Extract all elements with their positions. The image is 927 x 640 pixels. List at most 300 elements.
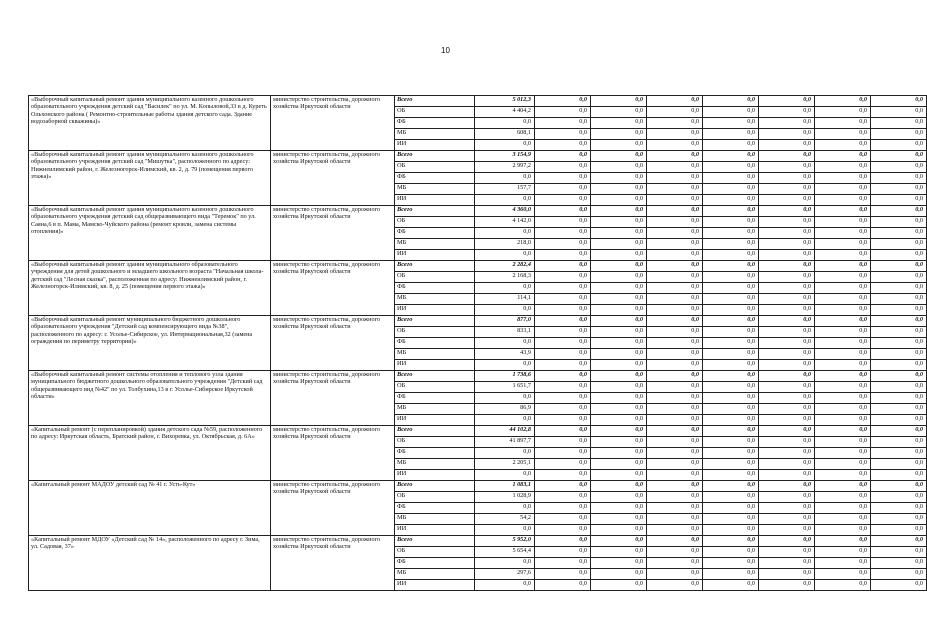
amount-cell: 297,6 (475, 569, 535, 580)
funding-source-label: ФБ (395, 228, 475, 239)
amount-cell: 0,0 (815, 481, 871, 492)
amount-cell: 0,0 (535, 261, 591, 272)
amount-cell: 0,0 (703, 118, 759, 129)
amount-cell: 0,0 (703, 349, 759, 360)
amount-cell: 0,0 (591, 514, 647, 525)
responsible-organization: министерство строительства, дорожного хозяйства Иркутской области (271, 96, 395, 151)
funding-source-label: ИИ (395, 195, 475, 206)
amount-cell: 0,0 (535, 558, 591, 569)
amount-cell: 0,0 (647, 140, 703, 151)
amount-cell: 0,0 (647, 503, 703, 514)
amount-cell: 0,0 (871, 349, 927, 360)
amount-cell: 0,0 (647, 294, 703, 305)
amount-cell: 0,0 (871, 206, 927, 217)
amount-cell: 0,0 (591, 580, 647, 591)
funding-source-label: ИИ (395, 250, 475, 261)
amount-cell: 54,2 (475, 514, 535, 525)
amount-cell: 0,0 (591, 547, 647, 558)
amount-cell: 2 168,3 (475, 272, 535, 283)
amount-cell: 0,0 (647, 514, 703, 525)
amount-cell: 0,0 (591, 239, 647, 250)
amount-cell: 0,0 (703, 272, 759, 283)
amount-cell: 0,0 (759, 228, 815, 239)
amount-cell: 0,0 (591, 448, 647, 459)
amount-cell: 0,0 (759, 525, 815, 536)
amount-cell: 0,0 (871, 360, 927, 371)
amount-cell: 0,0 (535, 272, 591, 283)
amount-cell: 0,0 (815, 96, 871, 107)
amount-cell: 0,0 (759, 206, 815, 217)
amount-cell: 0,0 (703, 393, 759, 404)
amount-cell: 0,0 (703, 481, 759, 492)
amount-cell: 0,0 (475, 503, 535, 514)
amount-cell: 0,0 (475, 338, 535, 349)
amount-cell: 0,0 (647, 525, 703, 536)
amount-cell: 0,0 (475, 415, 535, 426)
amount-cell: 0,0 (647, 393, 703, 404)
amount-cell: 0,0 (759, 118, 815, 129)
amount-cell: 0,0 (647, 569, 703, 580)
amount-cell: 0,0 (647, 173, 703, 184)
amount-cell: 0,0 (535, 118, 591, 129)
amount-cell: 0,0 (647, 250, 703, 261)
funding-source-label: Всего (395, 206, 475, 217)
amount-cell: 0,0 (475, 195, 535, 206)
amount-cell: 0,0 (703, 415, 759, 426)
funding-source-label: Всего (395, 426, 475, 437)
funding-source-label: ИИ (395, 470, 475, 481)
amount-cell: 0,0 (703, 294, 759, 305)
amount-cell: 86,9 (475, 404, 535, 415)
amount-cell: 0,0 (535, 173, 591, 184)
amount-cell: 0,0 (703, 382, 759, 393)
funding-source-label: ФБ (395, 118, 475, 129)
amount-cell: 0,0 (647, 195, 703, 206)
amount-cell: 157,7 (475, 184, 535, 195)
project-description: «Выборочный капитальный ремонт здания муниципального казенного дошкольного образовательного учреждения детский сад "Василек" по ул. М. Копыловой,33 в д. Куреть Ольхонского района ( Ремонтно-строительные работы здания детского сада. Здание водозаборной скважины)» (29, 96, 271, 151)
responsible-organization: министерство строительства, дорожного хозяйства Иркутской области (271, 481, 395, 536)
amount-cell: 1 083,1 (475, 481, 535, 492)
funding-source-label: ФБ (395, 338, 475, 349)
amount-cell: 0,0 (647, 492, 703, 503)
amount-cell: 0,0 (759, 294, 815, 305)
amount-cell: 0,0 (535, 327, 591, 338)
amount-cell: 0,0 (535, 107, 591, 118)
amount-cell: 0,0 (535, 492, 591, 503)
amount-cell: 0,0 (535, 360, 591, 371)
amount-cell: 0,0 (759, 107, 815, 118)
amount-cell: 0,0 (815, 217, 871, 228)
amount-cell: 0,0 (535, 129, 591, 140)
amount-cell: 0,0 (759, 481, 815, 492)
amount-cell: 0,0 (703, 184, 759, 195)
amount-cell: 0,0 (871, 580, 927, 591)
amount-cell: 0,0 (703, 437, 759, 448)
amount-cell: 0,0 (591, 415, 647, 426)
amount-cell: 0,0 (535, 206, 591, 217)
amount-cell: 0,0 (703, 129, 759, 140)
amount-cell: 2 282,4 (475, 261, 535, 272)
amount-cell: 0,0 (759, 459, 815, 470)
funding-source-label: ОБ (395, 107, 475, 118)
amount-cell: 0,0 (535, 349, 591, 360)
amount-cell: 0,0 (647, 217, 703, 228)
amount-cell: 0,0 (815, 327, 871, 338)
amount-cell: 0,0 (815, 547, 871, 558)
amount-cell: 0,0 (815, 580, 871, 591)
amount-cell: 0,0 (703, 470, 759, 481)
amount-cell: 0,0 (703, 536, 759, 547)
amount-cell: 0,0 (703, 360, 759, 371)
amount-cell: 0,0 (647, 426, 703, 437)
amount-cell: 0,0 (591, 151, 647, 162)
amount-cell: 0,0 (535, 404, 591, 415)
amount-cell: 0,0 (815, 195, 871, 206)
amount-cell: 0,0 (535, 503, 591, 514)
funding-source-label: МБ (395, 129, 475, 140)
funding-source-label: ИИ (395, 140, 475, 151)
amount-cell: 0,0 (703, 558, 759, 569)
amount-cell: 0,0 (591, 360, 647, 371)
amount-cell: 0,0 (759, 547, 815, 558)
amount-cell: 0,0 (535, 569, 591, 580)
amount-cell: 0,0 (703, 492, 759, 503)
amount-cell: 0,0 (815, 470, 871, 481)
amount-cell: 0,0 (647, 283, 703, 294)
amount-cell: 0,0 (759, 580, 815, 591)
table-row-total (29, 151, 927, 162)
amount-cell: 0,0 (815, 272, 871, 283)
amount-cell: 0,0 (871, 393, 927, 404)
amount-cell: 0,0 (535, 437, 591, 448)
funding-source-label: ФБ (395, 393, 475, 404)
funding-source-label: МБ (395, 184, 475, 195)
amount-cell: 0,0 (871, 195, 927, 206)
amount-cell: 0,0 (871, 217, 927, 228)
amount-cell: 0,0 (535, 514, 591, 525)
amount-cell: 0,0 (815, 228, 871, 239)
amount-cell: 5 012,3 (475, 96, 535, 107)
amount-cell: 0,0 (703, 305, 759, 316)
funding-source-label: Всего (395, 261, 475, 272)
amount-cell: 0,0 (703, 426, 759, 437)
amount-cell: 0,0 (871, 382, 927, 393)
amount-cell: 0,0 (871, 184, 927, 195)
amount-cell: 0,0 (815, 118, 871, 129)
amount-cell: 0,0 (647, 272, 703, 283)
amount-cell: 0,0 (591, 492, 647, 503)
amount-cell: 0,0 (871, 261, 927, 272)
amount-cell: 3 154,9 (475, 151, 535, 162)
amount-cell: 0,0 (759, 239, 815, 250)
amount-cell: 0,0 (591, 195, 647, 206)
amount-cell: 0,0 (759, 492, 815, 503)
amount-cell: 0,0 (591, 470, 647, 481)
amount-cell: 0,0 (647, 371, 703, 382)
funding-source-label: Всего (395, 96, 475, 107)
amount-cell: 218,0 (475, 239, 535, 250)
amount-cell: 0,0 (703, 206, 759, 217)
amount-cell: 0,0 (759, 349, 815, 360)
responsible-organization: министерство строительства, дорожного хозяйства Иркутской области (271, 316, 395, 371)
amount-cell: 0,0 (871, 162, 927, 173)
responsible-organization: министерство строительства, дорожного хозяйства Иркутской области (271, 261, 395, 316)
funding-source-label: ОБ (395, 217, 475, 228)
amount-cell: 0,0 (871, 558, 927, 569)
amount-cell: 0,0 (591, 426, 647, 437)
amount-cell: 43,9 (475, 349, 535, 360)
amount-cell: 0,0 (703, 173, 759, 184)
amount-cell: 0,0 (815, 349, 871, 360)
amount-cell: 0,0 (475, 360, 535, 371)
project-description: «Выборочный капитальный ремонт системы отопления и теплового узла здания муниципального бюджетного дошкольного образовательного учреждения "Детский сад общеразвивающего вид №42" по ул. Толбухина,13 в г. Усолье-Сибирское Иркутской области» (29, 371, 271, 426)
amount-cell: 0,0 (815, 283, 871, 294)
amount-cell: 0,0 (535, 393, 591, 404)
funding-source-label: МБ (395, 569, 475, 580)
amount-cell: 0,0 (871, 338, 927, 349)
amount-cell: 0,0 (871, 536, 927, 547)
funding-source-label: ИИ (395, 360, 475, 371)
amount-cell: 0,0 (535, 151, 591, 162)
amount-cell: 2 205,1 (475, 459, 535, 470)
amount-cell: 833,1 (475, 327, 535, 338)
project-description: «Выборочный капитальный ремонт здания муниципального казенного дошкольного образовательного учреждения детский сад "Мишутка", расположенного по адресу: Нижнеилимский район, г. Железногорск-Илимский, кв. 2, д. 79 (помещения первого этажа)» (29, 151, 271, 206)
project-description: «Выборочный капитальный ремонт здания муниципального образовательного учреждения для детей дошкольного и младшего школьного возраста "Начальная школа-детский сад "Лесная сказка", расположенная по адресу: Нижнеилимский район, г. Железногорск-Илимский, кв. 8, д. 25 (помещения первого этажа)» (29, 261, 271, 316)
amount-cell: 0,0 (759, 338, 815, 349)
amount-cell: 0,0 (647, 261, 703, 272)
amount-cell: 0,0 (647, 349, 703, 360)
amount-cell: 0,0 (815, 250, 871, 261)
amount-cell: 0,0 (647, 206, 703, 217)
amount-cell: 0,0 (647, 580, 703, 591)
amount-cell: 0,0 (815, 206, 871, 217)
amount-cell: 0,0 (815, 404, 871, 415)
funding-source-label: МБ (395, 404, 475, 415)
amount-cell: 0,0 (815, 184, 871, 195)
amount-cell: 0,0 (591, 503, 647, 514)
amount-cell: 0,0 (535, 580, 591, 591)
amount-cell: 0,0 (535, 217, 591, 228)
amount-cell: 0,0 (591, 96, 647, 107)
amount-cell: 0,0 (871, 404, 927, 415)
table-row-total (29, 481, 927, 492)
amount-cell: 0,0 (871, 327, 927, 338)
funding-source-label: Всего (395, 371, 475, 382)
amount-cell: 41 897,7 (475, 437, 535, 448)
amount-cell: 0,0 (647, 437, 703, 448)
amount-cell: 0,0 (535, 96, 591, 107)
amount-cell: 0,0 (535, 547, 591, 558)
amount-cell: 2 997,2 (475, 162, 535, 173)
amount-cell: 0,0 (759, 393, 815, 404)
amount-cell: 0,0 (703, 140, 759, 151)
amount-cell: 0,0 (591, 140, 647, 151)
funding-source-label: ИИ (395, 580, 475, 591)
amount-cell: 0,0 (759, 250, 815, 261)
amount-cell: 0,0 (591, 481, 647, 492)
table-row-total (29, 371, 927, 382)
amount-cell: 5 952,0 (475, 536, 535, 547)
amount-cell: 0,0 (759, 415, 815, 426)
amount-cell: 0,0 (591, 558, 647, 569)
amount-cell: 0,0 (759, 503, 815, 514)
amount-cell: 0,0 (871, 569, 927, 580)
responsible-organization: министерство строительства, дорожного хозяйства Иркутской области (271, 151, 395, 206)
amount-cell: 0,0 (759, 448, 815, 459)
table-row-total (29, 536, 927, 547)
amount-cell: 0,0 (591, 404, 647, 415)
amount-cell: 0,0 (591, 118, 647, 129)
amount-cell: 0,0 (475, 525, 535, 536)
amount-cell: 0,0 (815, 173, 871, 184)
amount-cell: 0,0 (535, 338, 591, 349)
amount-cell: 0,0 (475, 283, 535, 294)
amount-cell: 0,0 (759, 96, 815, 107)
amount-cell: 0,0 (871, 525, 927, 536)
amount-cell: 0,0 (535, 140, 591, 151)
amount-cell: 0,0 (759, 470, 815, 481)
amount-cell: 0,0 (871, 96, 927, 107)
amount-cell: 0,0 (535, 382, 591, 393)
amount-cell: 0,0 (815, 558, 871, 569)
funding-source-label: МБ (395, 459, 475, 470)
amount-cell: 0,0 (703, 283, 759, 294)
amount-cell: 0,0 (815, 107, 871, 118)
amount-cell: 0,0 (871, 239, 927, 250)
amount-cell: 0,0 (647, 162, 703, 173)
amount-cell: 0,0 (535, 371, 591, 382)
amount-cell: 0,0 (759, 558, 815, 569)
amount-cell: 0,0 (759, 360, 815, 371)
amount-cell: 0,0 (871, 448, 927, 459)
responsible-organization: министерство строительства, дорожного хозяйства Иркутской области (271, 536, 395, 591)
amount-cell: 0,0 (815, 151, 871, 162)
amount-cell: 0,0 (815, 129, 871, 140)
amount-cell: 0,0 (591, 382, 647, 393)
project-description: «Выборочный капитальный ремонт здания муниципального казенного дошкольного образовательного учреждения детский сад общеразвивающего вида "Теремок" по ул. Саяна,6 в п. Мама, Мамско-Чуйского района (ремонт кровли, замена системы отопления)» (29, 206, 271, 261)
amount-cell: 0,0 (759, 371, 815, 382)
amount-cell: 0,0 (535, 316, 591, 327)
amount-cell: 0,0 (591, 525, 647, 536)
amount-cell: 0,0 (703, 503, 759, 514)
amount-cell: 0,0 (815, 426, 871, 437)
funding-source-label: ОБ (395, 547, 475, 558)
amount-cell: 0,0 (703, 217, 759, 228)
funding-source-label: ОБ (395, 382, 475, 393)
page-number: 10 (441, 46, 450, 55)
amount-cell: 0,0 (759, 184, 815, 195)
amount-cell: 0,0 (591, 349, 647, 360)
amount-cell: 4 404,2 (475, 107, 535, 118)
funding-source-label: ОБ (395, 437, 475, 448)
amount-cell: 0,0 (647, 558, 703, 569)
funding-source-label: Всего (395, 151, 475, 162)
amount-cell: 0,0 (535, 415, 591, 426)
funding-source-label: Всего (395, 481, 475, 492)
amount-cell: 0,0 (647, 184, 703, 195)
amount-cell: 0,0 (871, 437, 927, 448)
amount-cell: 0,0 (703, 151, 759, 162)
table-row-total (29, 206, 927, 217)
amount-cell: 0,0 (475, 140, 535, 151)
amount-cell: 0,0 (871, 426, 927, 437)
amount-cell: 0,0 (475, 558, 535, 569)
amount-cell: 0,0 (703, 261, 759, 272)
amount-cell: 0,0 (703, 404, 759, 415)
amount-cell: 0,0 (703, 514, 759, 525)
amount-cell: 0,0 (647, 338, 703, 349)
amount-cell: 0,0 (759, 305, 815, 316)
amount-cell: 0,0 (647, 316, 703, 327)
amount-cell: 0,0 (871, 459, 927, 470)
amount-cell: 0,0 (703, 107, 759, 118)
amount-cell: 0,0 (759, 217, 815, 228)
amount-cell: 0,0 (703, 371, 759, 382)
responsible-organization: министерство строительства, дорожного хозяйства Иркутской области (271, 206, 395, 261)
funding-source-label: ИИ (395, 525, 475, 536)
amount-cell: 0,0 (759, 140, 815, 151)
amount-cell: 0,0 (591, 261, 647, 272)
amount-cell: 0,0 (535, 305, 591, 316)
funding-source-label: ФБ (395, 173, 475, 184)
amount-cell: 0,0 (647, 536, 703, 547)
funding-source-label: ОБ (395, 327, 475, 338)
amount-cell: 0,0 (871, 294, 927, 305)
amount-cell: 0,0 (647, 107, 703, 118)
amount-cell: 1 651,7 (475, 382, 535, 393)
amount-cell: 877,0 (475, 316, 535, 327)
amount-cell: 0,0 (475, 580, 535, 591)
amount-cell: 0,0 (647, 459, 703, 470)
table-row-total (29, 426, 927, 437)
amount-cell: 0,0 (759, 426, 815, 437)
amount-cell: 1 028,9 (475, 492, 535, 503)
funding-source-label: МБ (395, 239, 475, 250)
amount-cell: 0,0 (871, 228, 927, 239)
amount-cell: 0,0 (591, 129, 647, 140)
amount-cell: 0,0 (591, 327, 647, 338)
amount-cell: 0,0 (703, 316, 759, 327)
amount-cell: 0,0 (647, 382, 703, 393)
amount-cell: 0,0 (475, 118, 535, 129)
amount-cell: 0,0 (535, 184, 591, 195)
table-row-total (29, 316, 927, 327)
amount-cell: 5 654,4 (475, 547, 535, 558)
amount-cell: 0,0 (647, 151, 703, 162)
amount-cell: 4 142,0 (475, 217, 535, 228)
amount-cell: 0,0 (759, 283, 815, 294)
amount-cell: 0,0 (871, 250, 927, 261)
amount-cell: 0,0 (475, 173, 535, 184)
amount-cell: 0,0 (815, 338, 871, 349)
amount-cell: 0,0 (871, 316, 927, 327)
amount-cell: 0,0 (703, 250, 759, 261)
amount-cell: 0,0 (591, 371, 647, 382)
amount-cell: 0,0 (703, 239, 759, 250)
funding-source-label: ОБ (395, 492, 475, 503)
amount-cell: 0,0 (591, 228, 647, 239)
amount-cell: 0,0 (871, 503, 927, 514)
amount-cell: 0,0 (647, 448, 703, 459)
amount-cell: 0,0 (647, 470, 703, 481)
project-description: «Капитальный ремонт МДОУ «Детский сад № 14», расположенного по адресу г. Зима, ул. Садовая, 37» (29, 536, 271, 591)
amount-cell: 0,0 (647, 305, 703, 316)
amount-cell: 0,0 (703, 448, 759, 459)
amount-cell: 0,0 (703, 547, 759, 558)
amount-cell: 0,0 (647, 415, 703, 426)
amount-cell: 0,0 (871, 492, 927, 503)
project-description: «Капитальный ремонт (с перепланировкой) здания детского сада №59, расположенного по адресу: Иркутская область, Братский район, г. Вихоревка, ул. Октябрьская, д. 6А» (29, 426, 271, 481)
